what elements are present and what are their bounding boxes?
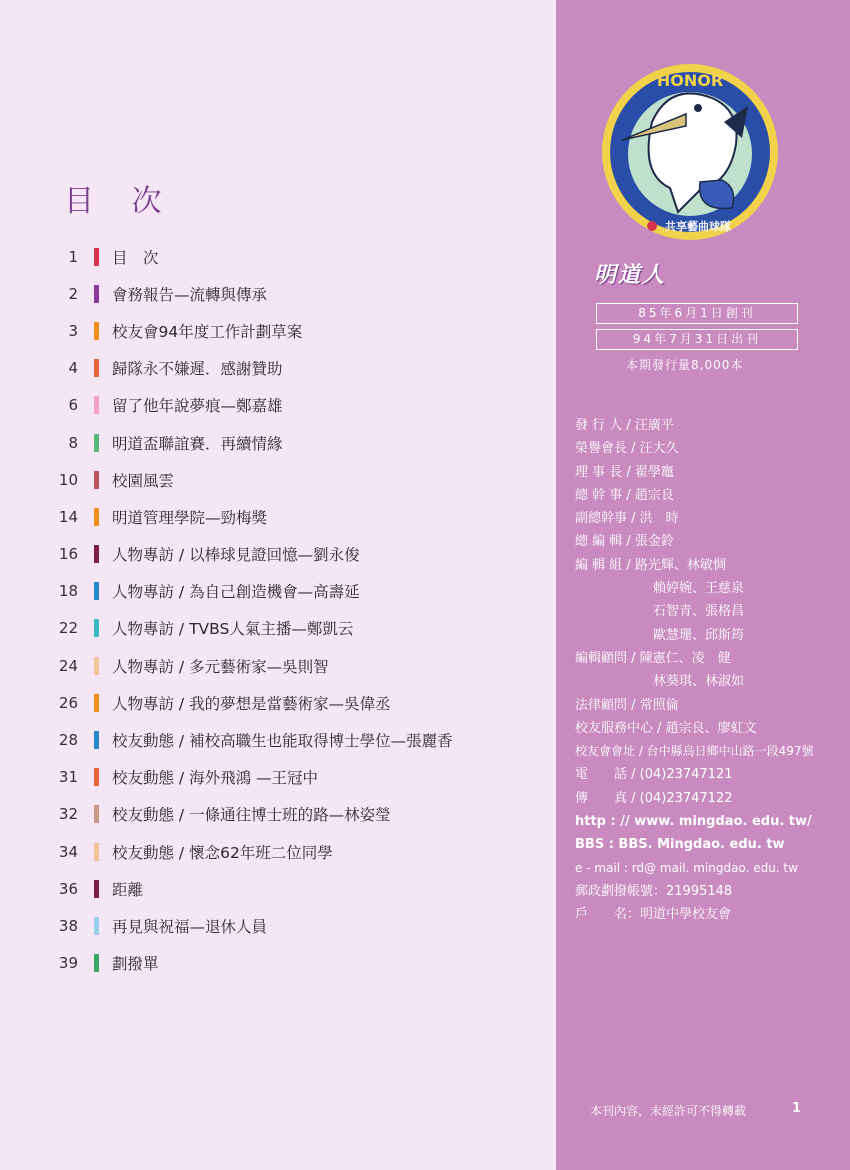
staff-line: e - mail : rd@ mail. mingdao. edu. tw — [575, 860, 798, 875]
founding-date: 85年6月1日創刊 — [596, 303, 798, 324]
staff-line: 理 事 長 / 翟學竈 — [575, 464, 674, 480]
color-bar-icon — [94, 657, 99, 675]
toc-title: 人物專訪 / 以棒球見證回憶—劉永俊 — [112, 546, 360, 565]
staff-line: 賴婷婉、王慈泉 — [653, 581, 745, 597]
staff-line: 總 編 輯 / 張金鈴 — [575, 534, 674, 550]
circulation: 本期發行量8,000本 — [626, 358, 744, 372]
toc-item[interactable] — [54, 238, 534, 275]
toc-item[interactable] — [54, 350, 534, 387]
toc-item[interactable] — [54, 387, 534, 424]
color-bar-icon — [94, 582, 99, 600]
toc-title: 會務報告—流轉與傳承 — [112, 285, 268, 304]
toc-page-number: 36 — [58, 879, 78, 898]
staff-line: 編輯顧問 / 陳憲仁、凌 健 — [575, 650, 731, 666]
staff-line: 郵政劃撥帳號：21995148 — [575, 883, 733, 899]
staff-line: BBS : BBS. Mingdao. edu. tw — [575, 837, 785, 853]
toc-item[interactable] — [54, 796, 534, 833]
color-bar-icon — [94, 880, 99, 898]
staff-line: 校友會會址 / 台中縣烏日鄉中山路一段497號 — [575, 744, 814, 759]
staff-line: 石智青、張格昌 — [653, 604, 745, 620]
toc-item[interactable] — [54, 721, 534, 758]
toc-page-number: 10 — [58, 470, 78, 489]
toc-item[interactable] — [54, 759, 534, 796]
toc-title: 明道盃聯誼賽．再續情緣 — [112, 434, 283, 453]
staff-line: 副總幹事 / 洪 時 — [575, 511, 679, 527]
toc-title: 人物專訪 / TVBS人氣主播—鄭凱云 — [112, 620, 354, 639]
staff-line: http : // www. mingdao. edu. tw/ — [575, 814, 812, 830]
alumni-logo — [600, 62, 780, 242]
toc-title: 校友會94年度工作計劃草案 — [112, 322, 303, 341]
toc-title: 留了他年說夢痕—鄭嘉雄 — [112, 397, 283, 416]
color-bar-icon — [94, 805, 99, 823]
toc-item[interactable] — [54, 870, 534, 907]
toc-page-number: 6 — [68, 396, 78, 415]
staff-line: 歐慧珊、邱斯筠 — [653, 627, 745, 643]
toc-page-number: 14 — [58, 507, 78, 526]
page-number: 1 — [792, 1101, 802, 1116]
color-bar-icon — [94, 768, 99, 786]
toc-title: 校友動態 / 補校高職生也能取得博士學位—張麗香 — [112, 732, 453, 751]
staff-line: 榮譽會長 / 汪大久 — [575, 441, 679, 457]
toc-item[interactable] — [54, 684, 534, 721]
toc-title: 人物專訪 / 我的夢想是當藝術家—吳偉丞 — [112, 694, 391, 713]
color-bar-icon — [94, 843, 99, 861]
color-bar-icon — [94, 396, 99, 414]
staff-line: 林葵琪、林淑如 — [653, 674, 745, 690]
toc-item[interactable] — [54, 647, 534, 684]
toc-title: 歸隊永不嫌遲．感謝贊助 — [112, 360, 283, 379]
color-bar-icon — [94, 731, 99, 749]
toc-item[interactable] — [54, 833, 534, 870]
issue-date: 94年7月31日出刊 — [596, 329, 798, 350]
toc-page-number: 8 — [68, 433, 78, 452]
contents-heading: 目 次 — [64, 184, 176, 219]
staff-line: 法律顧問 / 常照倫 — [575, 697, 679, 713]
color-bar-icon — [94, 545, 99, 563]
staff-line: 編 輯 組 / 路光輝、林敏惆 — [575, 557, 726, 573]
staff-line: 總 幹 事 / 趙宗良 — [575, 487, 674, 503]
logo-top-text: HONOR — [656, 71, 724, 90]
color-bar-icon — [94, 954, 99, 972]
logo-bottom-text: 共享藝曲球隊 — [665, 220, 731, 233]
toc-page-number: 22 — [58, 619, 78, 638]
toc-page-number: 38 — [58, 916, 78, 935]
copyright-note: 本刊內容，未經許可不得轉載 — [590, 1104, 747, 1118]
staff-credits — [575, 414, 845, 927]
color-bar-icon — [94, 322, 99, 340]
color-bar-icon — [94, 285, 99, 303]
staff-line: 發 行 人 / 汪廣平 — [575, 418, 674, 433]
toc-page-number: 32 — [58, 805, 78, 824]
toc-item[interactable] — [54, 573, 534, 610]
toc-item[interactable] — [54, 275, 534, 312]
color-bar-icon — [94, 471, 99, 489]
toc-title: 劃撥單 — [112, 955, 159, 974]
toc-item[interactable] — [54, 536, 534, 573]
toc-page-number: 31 — [58, 768, 78, 787]
toc-page-number: 1 — [68, 247, 78, 266]
toc-page-number: 2 — [68, 284, 78, 303]
toc-item[interactable] — [54, 498, 534, 535]
staff-line: 戶 名：明道中學校友會 — [575, 907, 732, 923]
color-bar-icon — [94, 917, 99, 935]
toc-title: 明道管理學院—勁梅獎 — [112, 508, 268, 527]
toc-title: 距離 — [112, 880, 144, 899]
toc-title: 校友動態 / 海外飛鴻 —王冠中 — [112, 769, 319, 788]
color-bar-icon — [94, 248, 99, 266]
toc-page-number: 28 — [58, 731, 78, 750]
toc-title: 校友動態 / 一條通往博士班的路—林姿瑩 — [112, 806, 391, 825]
color-bar-icon — [94, 508, 99, 526]
staff-line: 校友服務中心 / 趙宗良、廖虹文 — [575, 720, 757, 736]
toc-page-number: 39 — [58, 954, 78, 973]
toc-title: 再見與祝福—退休人員 — [112, 917, 268, 936]
masthead-title: 明道人 — [594, 263, 667, 288]
toc-title: 目 次 — [112, 248, 159, 267]
staff-line: 傳 真 / (04)23747122 — [575, 790, 733, 806]
toc-page-number: 34 — [58, 842, 78, 861]
toc-item[interactable] — [54, 461, 534, 498]
color-bar-icon — [94, 694, 99, 712]
toc-page-number: 24 — [58, 656, 78, 675]
table-of-contents — [54, 238, 534, 982]
color-bar-icon — [94, 619, 99, 637]
toc-title: 人物專訪 / 為自己創造機會—高壽延 — [112, 583, 360, 602]
toc-page-number: 26 — [58, 693, 78, 712]
color-bar-icon — [94, 434, 99, 452]
toc-page-number: 3 — [68, 321, 78, 340]
toc-page-number: 4 — [68, 359, 78, 378]
toc-item[interactable] — [54, 945, 534, 982]
toc-title: 校園風雲 — [112, 471, 175, 490]
color-bar-icon — [94, 359, 99, 377]
toc-item[interactable] — [54, 312, 534, 349]
toc-page-number: 18 — [58, 582, 78, 601]
toc-item[interactable] — [54, 610, 534, 647]
staff-line: 電 話 / (04)23747121 — [575, 767, 733, 783]
toc-page-number: 16 — [58, 545, 78, 564]
toc-title: 人物專訪 / 多元藝術家—吳則智 — [112, 657, 329, 676]
toc-item[interactable] — [54, 907, 534, 944]
toc-title: 校友動態 / 懷念62年班二位同學 — [112, 843, 333, 862]
toc-item[interactable] — [54, 424, 534, 461]
